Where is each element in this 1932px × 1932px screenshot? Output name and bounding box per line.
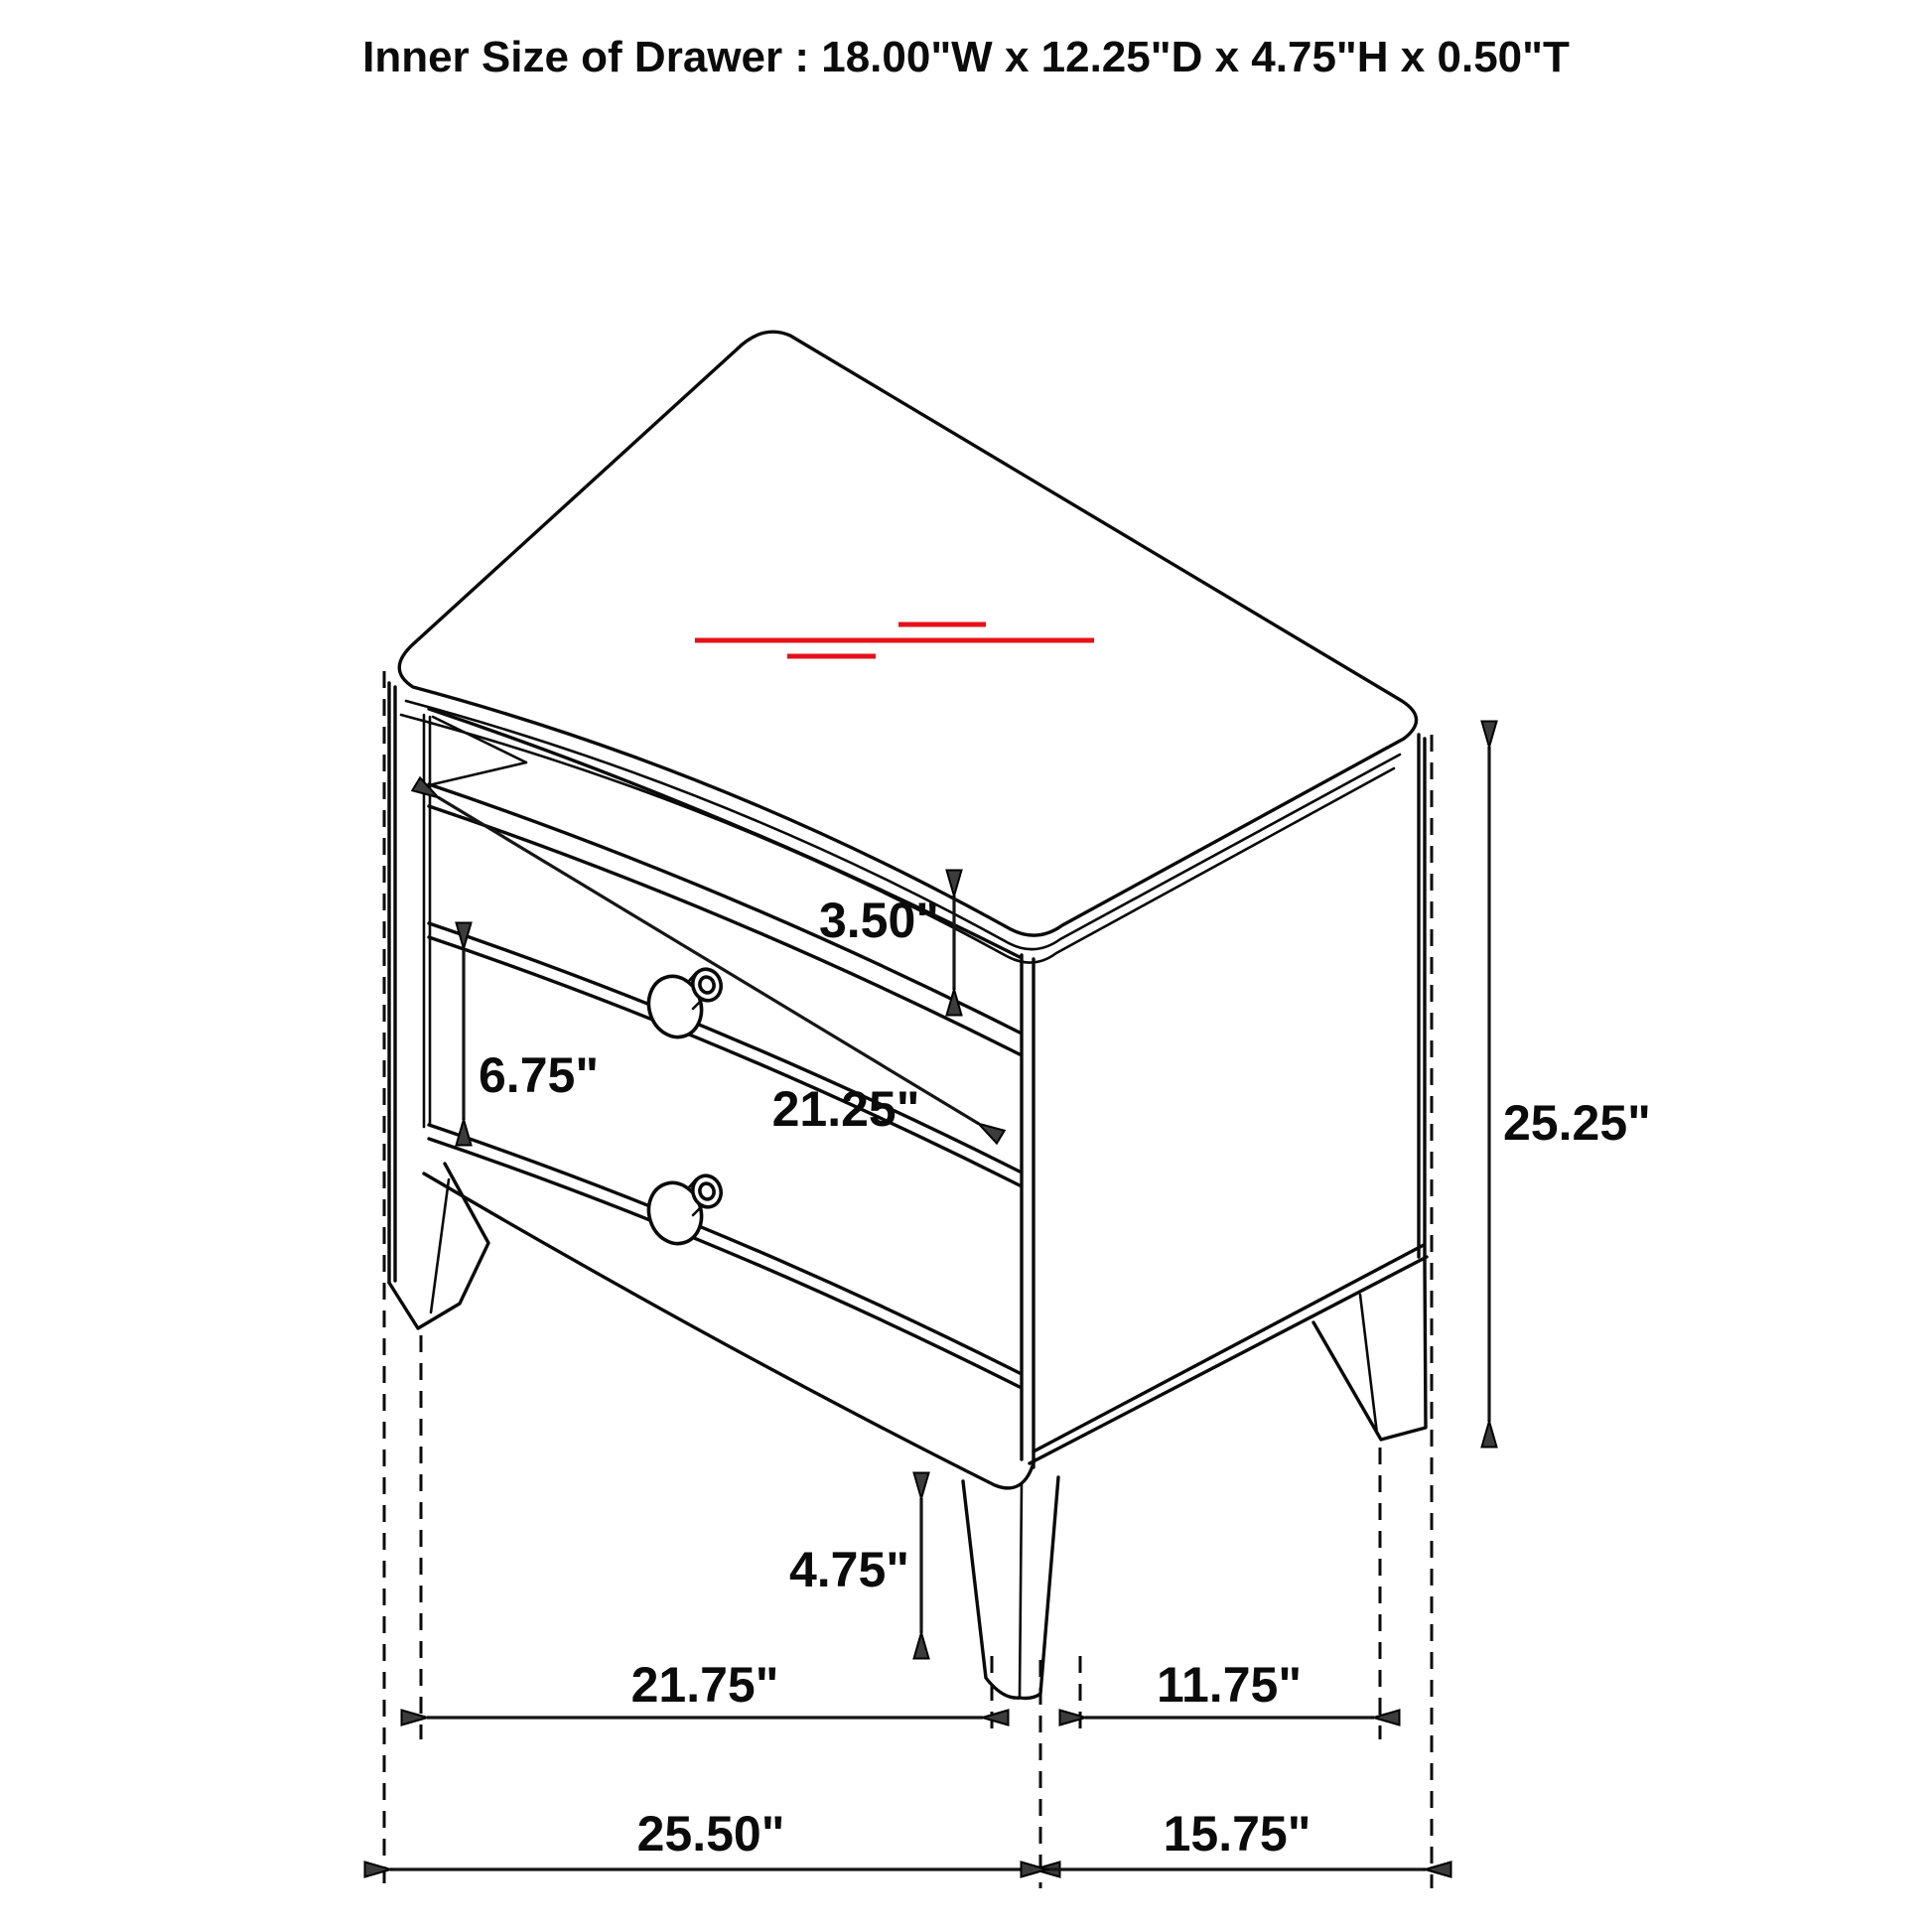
front-center-leg-corner — [1020, 1483, 1022, 1698]
label-shelf-opening-height: 3.50" — [818, 893, 939, 948]
nightstand-drawing — [389, 332, 1427, 1698]
bottom-rail-lower-edge — [424, 1173, 1035, 1488]
label-overall-height: 25.25" — [1503, 1095, 1651, 1151]
label-front-leg-span: 21.75" — [630, 1657, 779, 1713]
drawer-knob-top — [641, 965, 726, 1043]
front-left-leg-edge — [431, 1179, 449, 1312]
right-corner-post — [1419, 735, 1425, 1261]
bottom-rail — [429, 1125, 1020, 1387]
right-back-leg-edge — [1360, 1295, 1377, 1434]
top-surface-red-marks — [695, 624, 1094, 656]
drawer-knob-bottom — [641, 1172, 726, 1250]
label-side-leg-span: 11.75" — [1156, 1657, 1303, 1713]
front-center-leg — [963, 1477, 1058, 1699]
top-panel — [399, 332, 1416, 935]
label-drawer-width: 21.25" — [771, 1081, 920, 1137]
front-corner-post — [1022, 955, 1034, 1467]
left-stile — [424, 715, 430, 1127]
label-overall-depth: 15.75" — [1163, 1806, 1311, 1862]
dimension-lines — [390, 747, 1489, 1869]
label-drawer-height: 6.75" — [479, 1047, 600, 1103]
label-overall-width: 25.50" — [636, 1806, 785, 1862]
left-corner-post — [389, 683, 395, 1283]
label-leg-height: 4.75" — [788, 1542, 909, 1597]
drawing-title: Inner Size of Drawer : 18.00"W x 12.25"D x 4.75"H x 0.50"T — [362, 33, 1570, 81]
